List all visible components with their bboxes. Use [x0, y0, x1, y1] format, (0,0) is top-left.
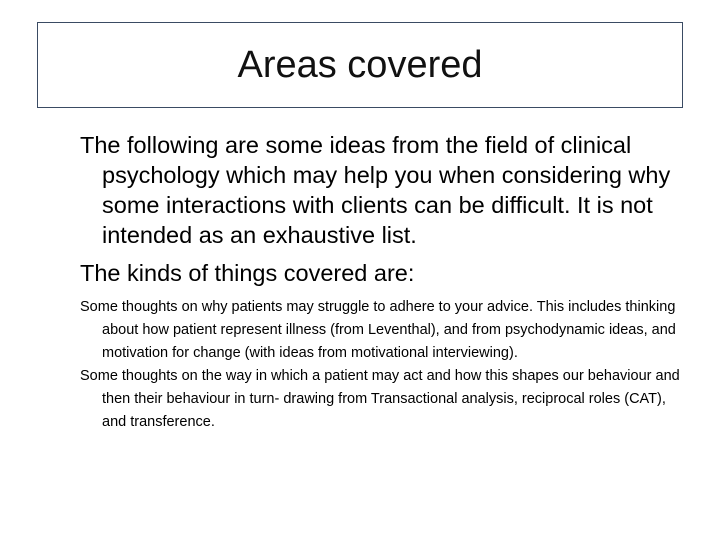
- covered-heading: The kinds of things covered are:: [80, 260, 415, 286]
- topic-item-adherence: Some thoughts on why patients may struggle to adhere to your advice. This includes thinking about how patient represent illness (from Leventhal), and from psychodynamic ideas, and motivation for change (with ideas from motivational interviewing).: [80, 299, 676, 361]
- slide-body: [80, 130, 692, 434]
- intro-paragraph: The following are some ideas from the field of clinical psychology which may help you when considering why some interactions with clients can be difficult. It is not intended as an exhaustive list.: [80, 132, 671, 248]
- title-box: [37, 22, 683, 108]
- topics-list: [80, 296, 692, 434]
- slide-title: Areas covered: [237, 44, 483, 86]
- topic-item-behaviour: Some thoughts on the way in which a patient may act and how this shapes our behaviour and then their behaviour in turn- drawing from Transactional analysis, reciprocal roles (CAT), and transference.: [80, 368, 680, 430]
